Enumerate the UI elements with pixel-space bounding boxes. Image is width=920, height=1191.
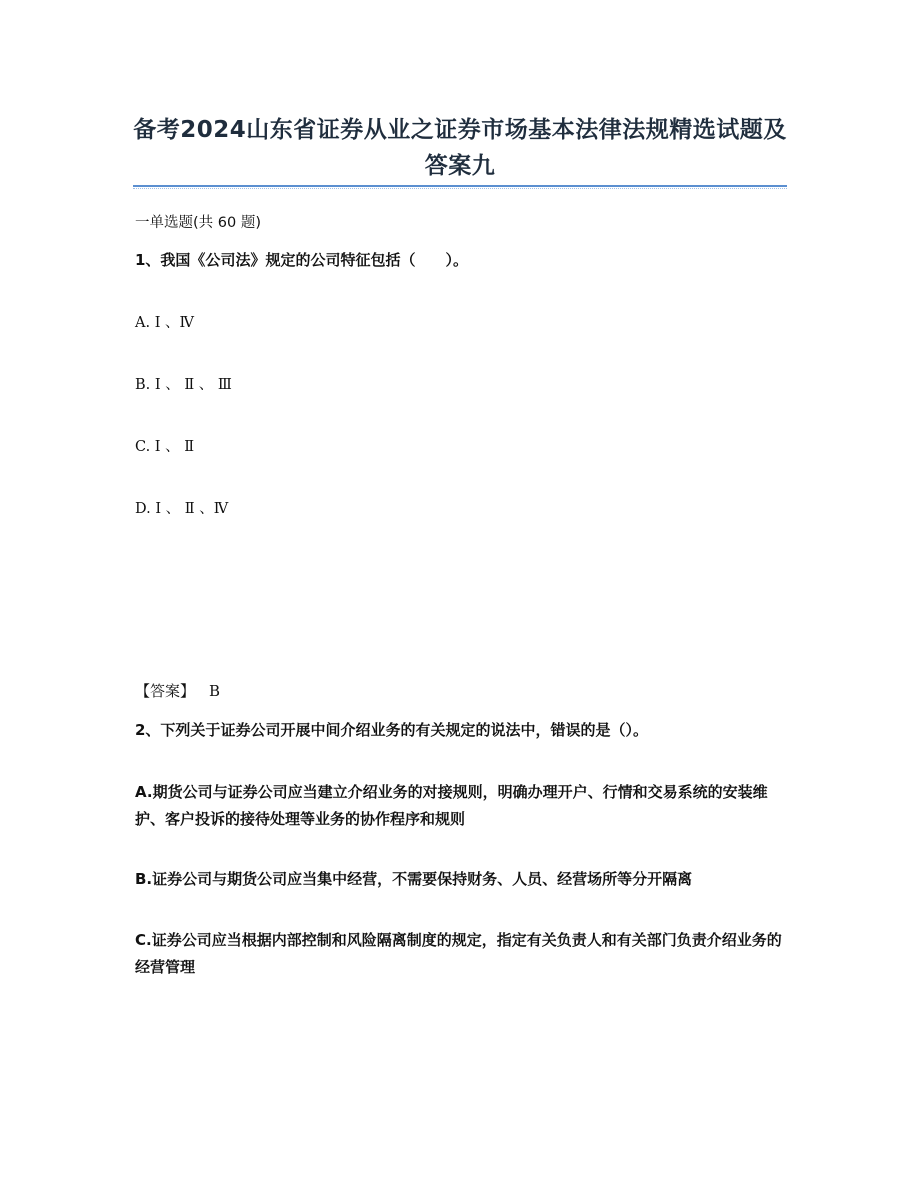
question-stem: 2、下列关于证券公司开展中间介绍业务的有关规定的说法中，错误的是（）。 <box>135 721 648 739</box>
question-stem: 1、我国《公司法》规定的公司特征包括（ ）。 <box>135 251 468 269</box>
section-header: 一单选题(共 60 题) <box>135 215 261 231</box>
option-a: A. Ⅰ 、Ⅳ <box>135 315 195 331</box>
option-c: C. Ⅰ 、 Ⅱ <box>135 439 195 455</box>
option-d: D. Ⅰ 、 Ⅱ 、Ⅳ <box>135 501 229 517</box>
option-c: C.证券公司应当根据内部控制和风险隔离制度的规定，指定有关负责人和有关部门负责介绍业务的经营管理 <box>135 931 782 976</box>
answer-label: 【答案】 <box>135 682 196 700</box>
option-a: A.期货公司与证券公司应当建立介绍业务的对接规则，明确办理开户、行情和交易系统的安装维护、客户投诉的接待处理等业务的协作程序和规则 <box>135 783 768 828</box>
option-b: B. Ⅰ 、 Ⅱ 、 Ⅲ <box>135 377 232 393</box>
document-title: 备考2024山东省证券从业之证券市场基本法律法规精选试题及答案九 <box>133 117 787 179</box>
answer-value: B <box>209 682 221 700</box>
option-b: B.证券公司与期货公司应当集中经营，不需要保持财务、人员、经营场所等分开隔离 <box>135 870 693 888</box>
title-underline <box>133 185 787 187</box>
answer-line <box>135 681 220 701</box>
